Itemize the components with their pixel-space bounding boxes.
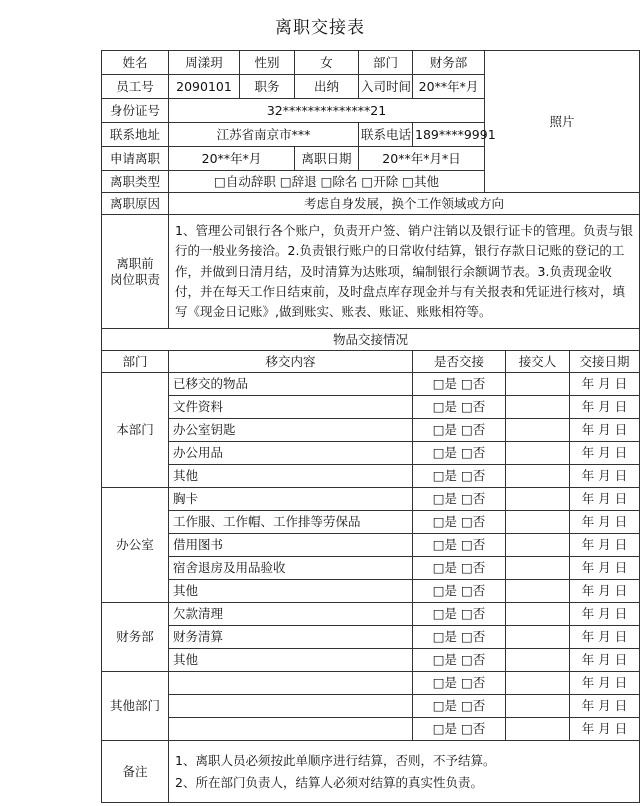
phone-label: 联系电话 [359,123,413,147]
apply-label: 申请离职 [102,147,169,171]
receiver-cell[interactable] [506,465,570,488]
receiver-cell[interactable] [506,396,570,419]
handover-item: 借用图书 [169,534,413,557]
receiver-cell[interactable] [506,603,570,626]
handover-item: 其他 [169,580,413,603]
name-label: 姓名 [102,51,169,75]
handover-item: 其他 [169,649,413,672]
handover-date[interactable]: 年 月 日 [570,373,640,396]
handover-row [102,672,640,695]
col-header-dept: 部门 [102,351,169,373]
handover-date[interactable]: 年 月 日 [570,557,640,580]
handover-dept: 本部门 [102,373,169,488]
yes-no-checkbox[interactable]: □是 □否 [413,396,506,419]
dept-label: 部门 [359,51,413,75]
handover-row [102,718,640,741]
receiver-cell[interactable] [506,534,570,557]
handover-date[interactable]: 年 月 日 [570,672,640,695]
yes-no-checkbox[interactable]: □是 □否 [413,419,506,442]
empno-label: 员工号 [102,75,169,99]
type-label: 离职类型 [102,171,169,193]
hire-value: 20**年*月 [413,75,485,99]
handover-item: 办公室钥匙 [169,419,413,442]
handover-row [102,603,640,626]
handover-row [102,465,640,488]
handover-section-title: 物品交接情况 [102,329,640,351]
yes-no-checkbox[interactable]: □是 □否 [413,534,506,557]
handover-item: 办公用品 [169,442,413,465]
yes-no-checkbox[interactable]: □是 □否 [413,465,506,488]
phone-value: 189****9991 [413,123,485,147]
duty-label-line2: 岗位职责 [109,271,160,287]
position-label: 职务 [240,75,295,99]
yes-no-checkbox[interactable]: □是 □否 [413,649,506,672]
receiver-cell[interactable] [506,580,570,603]
handover-date[interactable]: 年 月 日 [570,626,640,649]
handover-date[interactable]: 年 月 日 [570,511,640,534]
handover-dept: 其他部门 [102,672,169,741]
yes-no-checkbox[interactable]: □是 □否 [413,557,506,580]
remarks-line-2: 2、所在部门负责人，结算人必须对结算的真实性负责。 [175,774,483,790]
handover-date[interactable]: 年 月 日 [570,396,640,419]
yes-no-checkbox[interactable]: □是 □否 [413,442,506,465]
gender-label: 性别 [240,51,295,75]
gender-value: 女 [295,51,359,75]
type-options: □自动辞职 □辞退 □除名 □开除 □其他 [169,171,485,193]
apply-value: 20**年*月 [169,147,295,171]
handover-item: 已移交的物品 [169,373,413,396]
handover-rows [102,373,640,741]
remarks-label: 备注 [102,741,169,803]
handover-row [102,695,640,718]
handover-date[interactable]: 年 月 日 [570,534,640,557]
handover-item: 其他 [169,465,413,488]
address-label: 联系地址 [102,123,169,147]
receiver-cell[interactable] [506,419,570,442]
yes-no-checkbox[interactable]: □是 □否 [413,488,506,511]
handover-item [169,718,413,741]
handover-date[interactable]: 年 月 日 [570,695,640,718]
handover-date[interactable]: 年 月 日 [570,649,640,672]
receiver-cell[interactable] [506,442,570,465]
form-title: 离职交接表 [275,18,365,38]
handover-item [169,672,413,695]
handover-date[interactable]: 年 月 日 [570,580,640,603]
handover-row [102,649,640,672]
handover-date[interactable]: 年 月 日 [570,603,640,626]
position-value: 出纳 [295,75,359,99]
yes-no-checkbox[interactable]: □是 □否 [413,373,506,396]
handover-date[interactable]: 年 月 日 [570,488,640,511]
yes-no-checkbox[interactable]: □是 □否 [413,511,506,534]
handover-item: 工作服、工作帽、工作排等劳保品 [169,511,413,534]
handover-dept: 办公室 [102,488,169,603]
receiver-cell[interactable] [506,488,570,511]
empno-value: 2090101 [169,75,240,99]
reason-value: 考虑自身发展，换个工作领域或方向 [169,193,640,215]
yes-no-checkbox[interactable]: □是 □否 [413,603,506,626]
receiver-cell[interactable] [506,373,570,396]
yes-no-checkbox[interactable]: □是 □否 [413,580,506,603]
handover-item: 胸卡 [169,488,413,511]
handover-date[interactable]: 年 月 日 [570,465,640,488]
receiver-cell[interactable] [506,649,570,672]
handover-item: 欠款清理 [169,603,413,626]
handover-row [102,442,640,465]
handover-row [102,419,640,442]
yes-no-checkbox[interactable]: □是 □否 [413,672,506,695]
handover-item: 文件资料 [169,396,413,419]
address-value: 江苏省南京市*** [169,123,359,147]
handover-item: 财务清算 [169,626,413,649]
id-value: 32**************21 [169,99,485,123]
col-header-receiver: 接交人 [506,351,570,373]
handover-row [102,511,640,534]
handover-date[interactable]: 年 月 日 [570,442,640,465]
handover-row [102,396,640,419]
col-header-date: 交接日期 [570,351,640,373]
receiver-cell[interactable] [506,695,570,718]
handover-form-table [101,50,640,803]
handover-item: 宿舍退房及用品验收 [169,557,413,580]
receiver-cell[interactable] [506,718,570,741]
handover-row [102,488,640,511]
hire-label: 入司时间 [359,75,413,99]
handover-row [102,580,640,603]
reason-label: 离职原因 [102,193,169,215]
receiver-cell[interactable] [506,626,570,649]
leave-label: 离职日期 [295,147,359,171]
yes-no-checkbox[interactable]: □是 □否 [413,718,506,741]
id-label: 身份证号 [102,99,169,123]
dept-value: 财务部 [413,51,485,75]
handover-dept: 财务部 [102,603,169,672]
handover-date[interactable]: 年 月 日 [570,718,640,741]
col-header-done: 是否交接 [413,351,506,373]
receiver-cell[interactable] [506,511,570,534]
handover-item [169,695,413,718]
handover-row [102,373,640,396]
yes-no-checkbox[interactable]: □是 □否 [413,626,506,649]
duty-text: 1、管理公司银行各个账户，负责开户签、销户注销以及银行证卡的管理。负责与银行的一般业务接洽。2.负责银行账户的日常收付结算，银行存款日记账的登记的工作，并做到日清月结，及时清算为达账项，编制银行余额调节表。3.负责现金收付，并在每天工作日结束前，及时盘点库存现金并与有关报表和凭证进行核对，填写《现金日记账》,做到账实、账表、账证、账账相符等。 [169,215,640,329]
handover-row [102,626,640,649]
duty-label-line1: 离职前 [116,256,154,271]
yes-no-checkbox[interactable]: □是 □否 [413,695,506,718]
duty-label [102,215,169,329]
remarks-line-1: 1、离职人员必须按此单顺序进行结算，否则，不予结算。 [175,752,496,768]
name-value: 周漾玥 [169,51,240,75]
leave-value: 20**年*月*日 [359,147,485,171]
handover-row [102,534,640,557]
handover-date[interactable]: 年 月 日 [570,419,640,442]
photo-box: 照片 [485,51,640,193]
receiver-cell[interactable] [506,672,570,695]
col-header-content: 移交内容 [169,351,413,373]
receiver-cell[interactable] [506,557,570,580]
remarks-text [169,741,640,803]
handover-row [102,557,640,580]
